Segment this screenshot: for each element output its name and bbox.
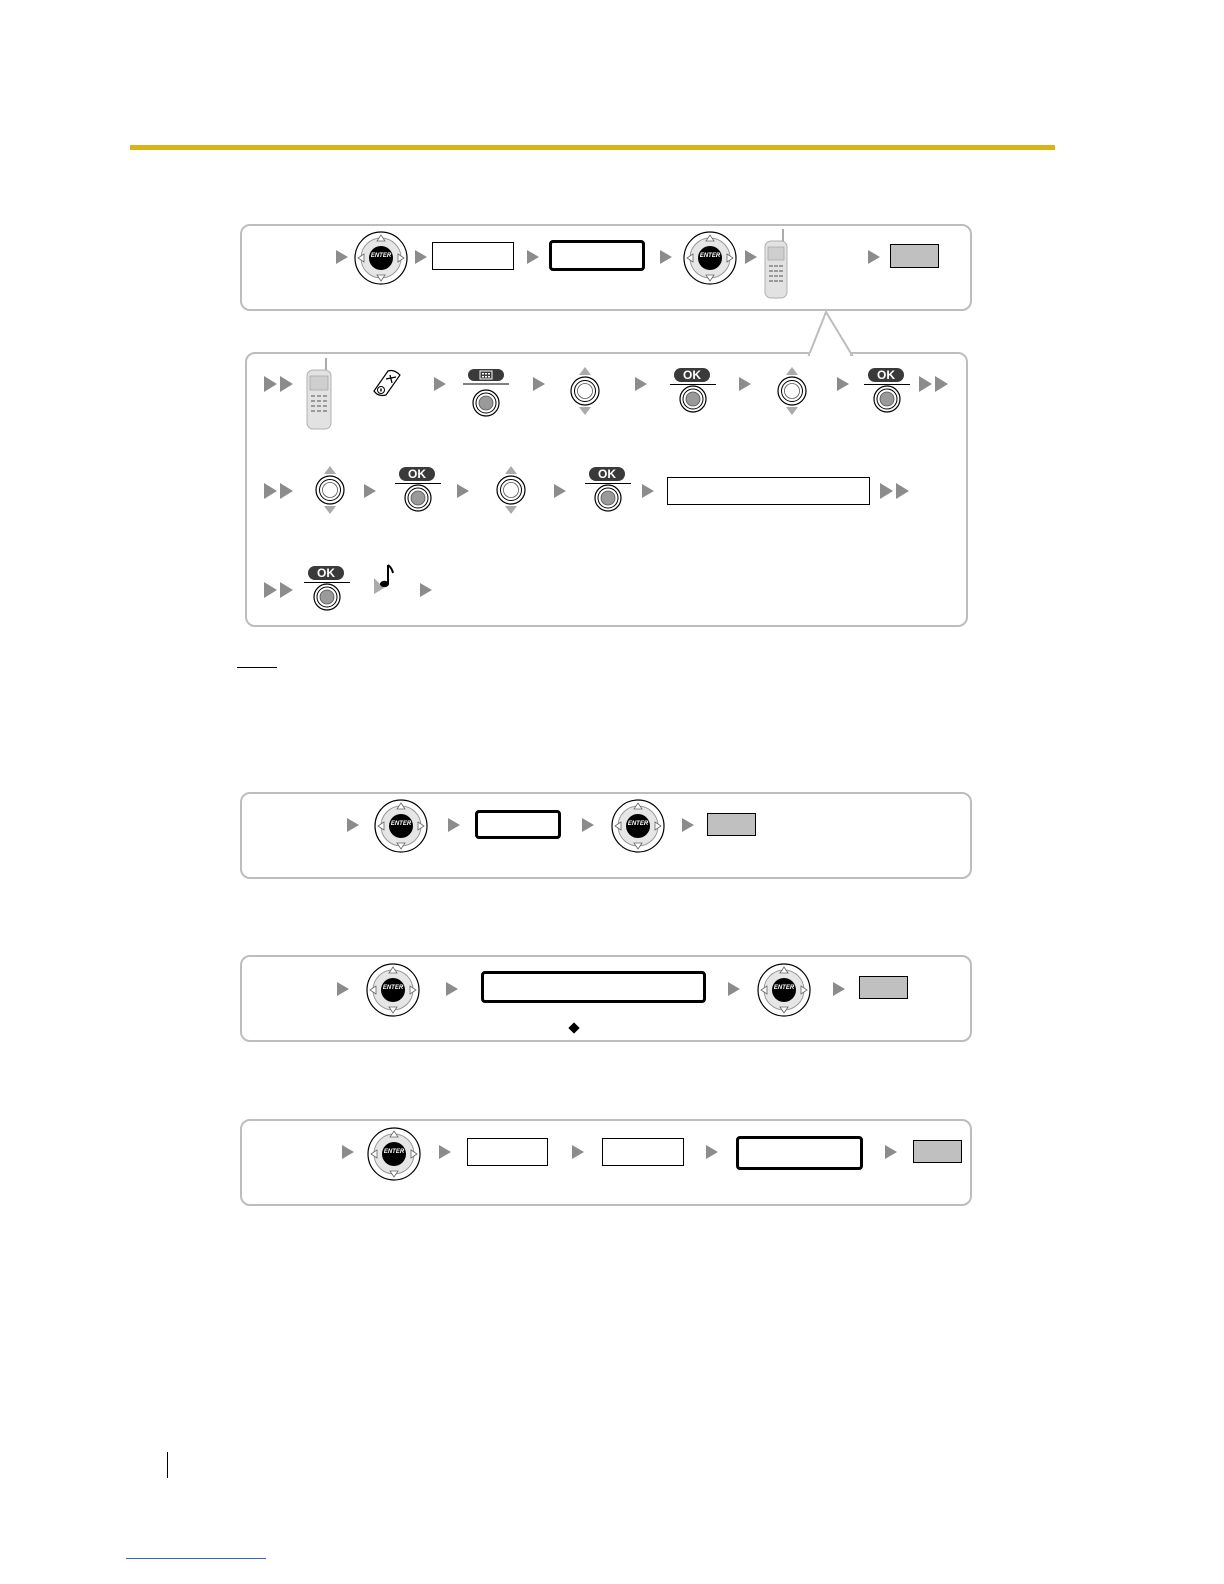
enter-label: ENTER — [390, 821, 412, 827]
store-button[interactable] — [859, 976, 908, 999]
enter-label: ENTER — [773, 985, 795, 991]
store-button[interactable] — [707, 813, 756, 836]
selection-field[interactable] — [432, 242, 514, 270]
talk-key-icon — [370, 367, 404, 399]
footer-page-bar — [167, 1452, 168, 1478]
step-arrow — [554, 484, 566, 498]
step-arrow — [364, 484, 376, 498]
continue-arrow — [264, 483, 296, 499]
enter-label: ENTER — [699, 253, 721, 259]
enter-navigator-key-icon — [365, 962, 421, 1018]
procedure-panel-2 — [240, 792, 972, 879]
confirmation-tone-icon — [372, 562, 396, 596]
step-arrow — [342, 1145, 354, 1159]
ok-key-icon — [395, 467, 441, 511]
step-arrow — [337, 982, 349, 996]
step-arrow — [457, 484, 469, 498]
step-arrow — [582, 818, 594, 832]
enter-label: ENTER — [382, 985, 404, 991]
navigator-up-down-icon — [568, 366, 602, 416]
step-arrow — [439, 1145, 451, 1159]
step-arrow — [572, 1145, 584, 1159]
ok-key-icon — [670, 368, 716, 412]
step-arrow — [415, 250, 427, 264]
ok-key-icon — [304, 566, 350, 610]
selection-field[interactable] — [467, 1138, 548, 1166]
selected-item-button[interactable] — [475, 810, 561, 839]
navigator-up-down-icon — [494, 465, 528, 515]
step-arrow — [448, 818, 460, 832]
continue-arrow — [264, 376, 296, 392]
menu-key-icon — [463, 368, 509, 418]
step-arrow — [642, 484, 654, 498]
step-arrow — [347, 818, 359, 832]
continue-arrow — [880, 483, 912, 499]
header-rule — [130, 145, 1055, 150]
continue-arrow — [919, 376, 951, 392]
enter-navigator-key-icon — [353, 230, 409, 286]
enter-label: ENTER — [627, 821, 649, 827]
entry-field[interactable] — [667, 477, 870, 505]
enter-navigator-key-icon — [366, 1126, 422, 1182]
store-button[interactable] — [913, 1140, 962, 1163]
selected-item-button[interactable] — [481, 971, 706, 1003]
ok-label: OK — [308, 566, 344, 580]
step-arrow — [833, 982, 845, 996]
step-arrow — [706, 1145, 718, 1159]
step-arrow — [527, 250, 539, 264]
portable-station-handset-icon — [762, 229, 790, 299]
ok-label: OK — [674, 368, 710, 382]
navigator-up-down-icon — [313, 465, 347, 515]
step-arrow — [739, 377, 751, 391]
enter-label: ENTER — [383, 1149, 405, 1155]
footer-link-underline[interactable] — [126, 1558, 266, 1559]
step-arrow — [728, 982, 740, 996]
ok-label: OK — [399, 467, 435, 481]
step-arrow — [885, 1145, 897, 1159]
store-button[interactable] — [890, 244, 939, 268]
step-arrow — [660, 250, 672, 264]
ok-label: OK — [589, 467, 625, 481]
step-arrow — [682, 818, 694, 832]
enter-navigator-key-icon — [610, 798, 666, 854]
enter-navigator-key-icon — [682, 230, 738, 286]
step-arrow — [420, 583, 432, 597]
step-arrow — [837, 377, 849, 391]
step-arrow — [635, 377, 647, 391]
ok-key-icon — [864, 368, 910, 412]
step-arrow — [434, 377, 446, 391]
enter-navigator-key-icon — [373, 798, 429, 854]
ok-key-icon — [585, 467, 631, 511]
callout-pointer — [806, 311, 856, 356]
selected-item-button[interactable] — [736, 1136, 863, 1170]
selection-field[interactable] — [602, 1138, 684, 1166]
step-arrow — [533, 377, 545, 391]
navigator-up-down-icon — [775, 366, 809, 416]
ok-label: OK — [868, 368, 904, 382]
enter-navigator-key-icon — [756, 962, 812, 1018]
selected-item-button[interactable] — [549, 240, 645, 271]
continue-arrow — [264, 582, 296, 598]
step-arrow — [868, 250, 880, 264]
portable-station-handset-icon — [304, 358, 334, 430]
note-underline — [237, 667, 277, 668]
step-arrow — [336, 250, 348, 264]
enter-label: ENTER — [370, 253, 392, 259]
step-arrow — [446, 982, 458, 996]
step-arrow — [745, 250, 757, 264]
